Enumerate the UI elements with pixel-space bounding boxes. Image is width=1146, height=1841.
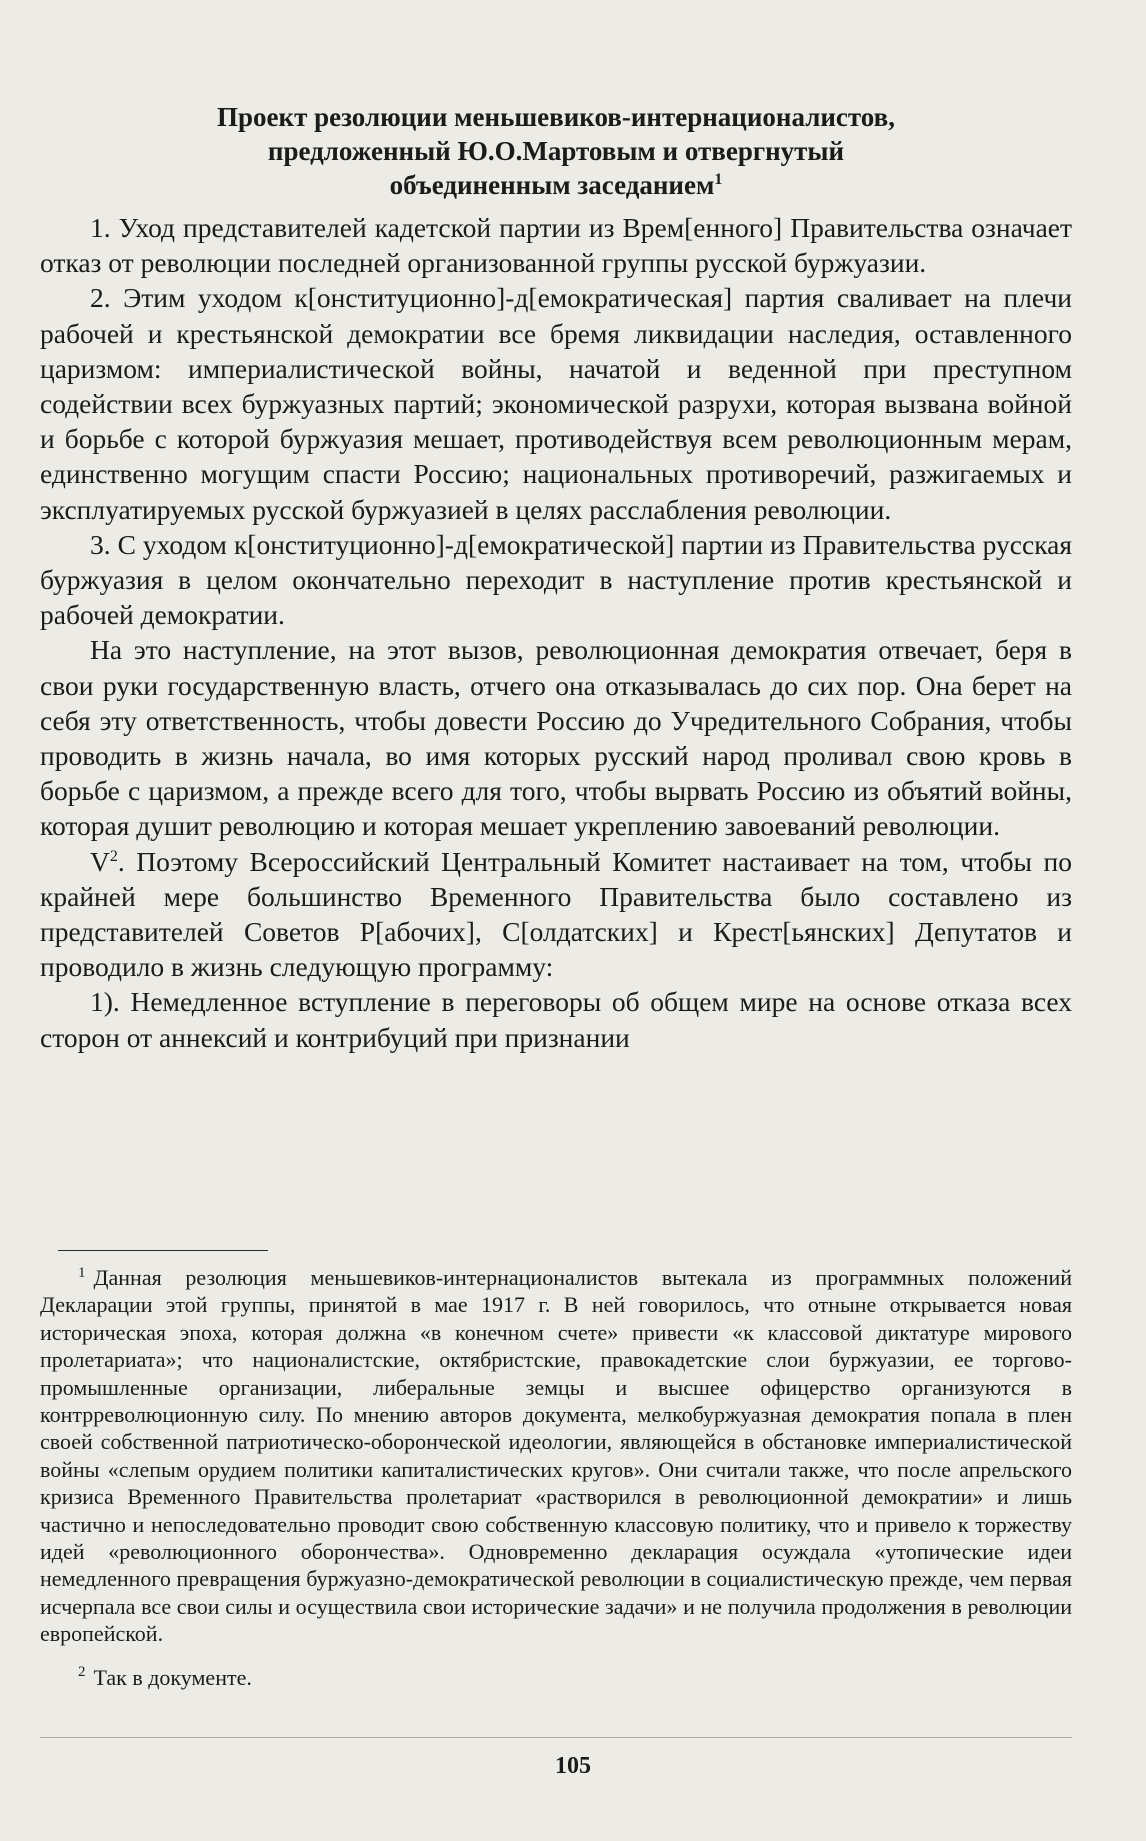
footnotes [40, 1264, 1072, 1707]
paragraph-1: 1. Уход представителей кадетской партии из Врем[енного] Правительства означает отказ от революции последней организованной группы русской буржуазии. [40, 212, 1072, 279]
footnote-2-marker: 2 [78, 1664, 86, 1681]
paragraph-5-prefix: V [90, 845, 110, 877]
title-line-3-text: объединенным заседанием [389, 170, 715, 200]
title-footnote-ref: 1 [714, 171, 723, 188]
paragraph-2: 2. Этим уходом к[онституционно]-д[емократическая] партия сваливает на плечи рабочей и крестьянской демократии все бремя ликвидации наследия, оставленного царизмом: империалистической войны, начатой и веденной при преступном содействии всех буржуазных партий; экономической разрухи, которая вызвана войной и борьбе с которой буржуазия мешает, противодействуя всем революционным мерам, единственно могущим спасти Россию; национальных противоречий, разжигаемых и эксплуатируемых русской буржуазией в целях расслабления революции. [40, 282, 1072, 525]
paragraph-6: 1). Немедленное вступление в переговоры об общем мире на основе отказа всех сторон от аннексий и контрибуций при признании [40, 986, 1072, 1053]
paragraph-5-text: . Поэтому Всероссийский Центральный Комитет настаивает на том, чтобы по крайней мере большинство Временного Правительства было составлено из представителей Советов Р[абочих], С[олдатских] и Крест[ьянских] Депутатов и проводило в жизнь следующую программу: [40, 845, 1072, 983]
footnote-2-text: Так в документе. [93, 1664, 252, 1690]
footnote-separator [58, 1250, 268, 1251]
paragraph-5 [40, 844, 1072, 985]
footnote-2 [40, 1664, 1072, 1691]
page-number: 105 [555, 1753, 591, 1779]
bottom-divider [40, 1737, 1072, 1738]
footnote-1 [40, 1264, 1072, 1648]
footnote-1-marker: 1 [78, 1264, 86, 1281]
title-line-3 [40, 168, 1072, 202]
body-text [40, 210, 1072, 1055]
document-title [40, 100, 1072, 202]
paragraph-4: На это наступление, на этот вызов, революционная демократия отвечает, беря в свои руки государственную власть, отчего она отказывалась до сих пор. Она берет на себя эту ответственность, чтобы довести Россию до Учредительного Собрания, чтобы проводить в жизнь начала, во имя которых русский народ проливал свою кровь в борьбе с царизмом, а прежде всего для того, чтобы вырвать Россию из объятий войны, которая душит революцию и которая мешает укреплению завоеваний революции. [40, 634, 1072, 842]
title-line-2: предложенный Ю.О.Мартовым и отвергнутый [267, 136, 845, 166]
footnote-1-text: Данная резолюция меньшевиков-интернационалистов вытекала из программных положений Декларации этой группы, принятой в мае 1917 г. В ней говорилось, что отныне открывается новая историческая эпоха, которая должна «в конечном счете» привести «к классовой диктатуре мирового пролетариата»; что националистские, октябристские, правокадетские слои буржуазии, ее торгово-промышленные организации, либеральные земцы и высшее офицерство организуются в контрреволюционную силу. По мнению авторов документа, мелкобуржуазная демократия попала в плен своей собственной патриотическо-оборончеcкой идеологии, являющейся в обстановке империалистической войны «слепым орудием политики капиталистических кругов». Они считали также, что после апрельского кризиса Временного Правительства пролетариат «растворился в революционной демократии» и лишь частично и непоследовательно проводит свою собственную классовую политику, что и привело к торжеству идей «революционного оборончества». Одновременно декларация осуждала «утопические идеи немедленного превращения буржуазно-демократической революции в социалистическую прежде, чем первая исчерпала все свои силы и осуществила свои исторические задачи» и не получила продолжения в революции европейской. [40, 1265, 1072, 1647]
paragraph-3: 3. С уходом к[онституционно]-д[емократической] партии из Правительства русская буржуазия в целом окончательно переходит в наступление против крестьянской и рабочей демократии. [40, 528, 1072, 631]
title-line-1: Проект резолюции меньшевиков-интернационалистов, [217, 102, 895, 132]
paragraph-5-footnote-ref: 2 [109, 847, 118, 865]
